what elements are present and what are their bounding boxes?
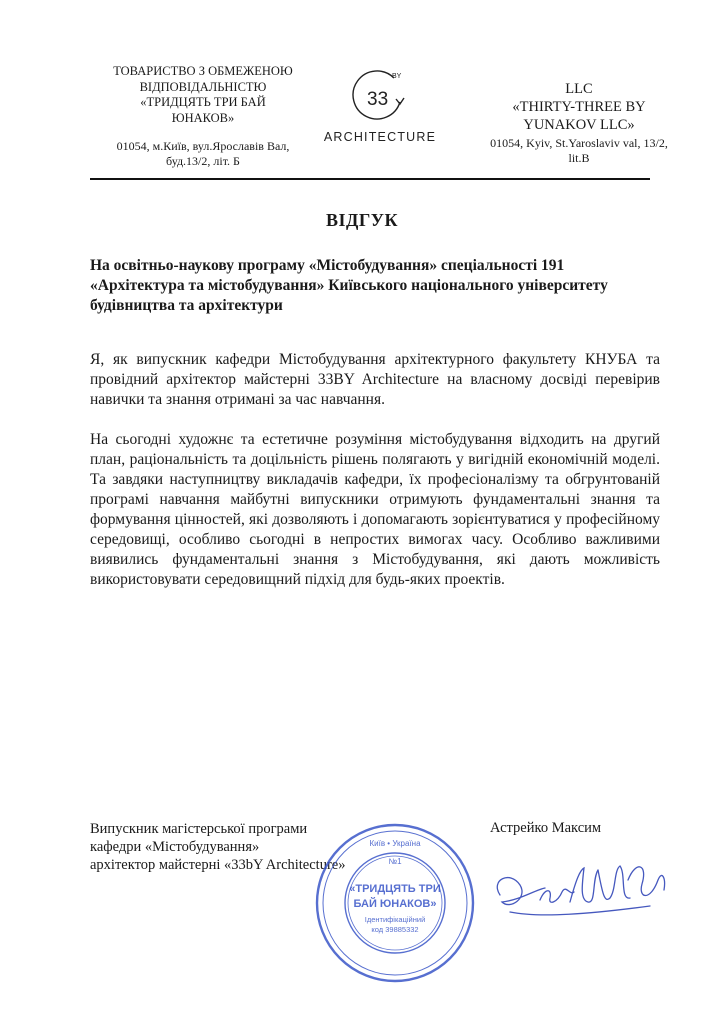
body-paragraph-2: На сьогодні художнє та естетичне розуміння містобудування відходить на другий план, раціональність та доцільність рішень полягають у вигідній економічній моделі. Та завдяки наступництву викладачів кафедри, їх професіоналізму та обгрунтованій програмі навчання майбутні випускники отримують фундаментальні знання та формування цінностей, які дозволяють і допомагають зорієнтуватися у професійному середовищі, особливо сьогодні в непростих вимогах часу. Особливо важливими виявились фундаментальні знання з Містобудування, які дають можливість використовувати середовищний підхід для будь-яких проектів. [90, 431, 660, 588]
company-name-ua [92, 64, 314, 169]
company-logo [320, 66, 440, 156]
header-divider [90, 178, 650, 180]
stamp-number: №1 [388, 857, 402, 866]
document-subject: На освітньо-наукову програму «Містобудування» спеціальності 191 «Архітектура та містобудування» Київського національного університету будівництва та архітектури [90, 257, 608, 314]
company-name-en-line3: YUNAKOV LLC» [523, 117, 635, 133]
signer-position-line3: архітектор майстерні «33bY Architecture» [90, 857, 346, 873]
company-address-ua-line2: буд.13/2, літ. Б [166, 154, 240, 168]
body-paragraph-1: Я, як випускник кафедри Містобудування архітектурного факультету КНУБА та провідний архітектор майстерні 33BY Architecture на власному досвіді перевірив навички та знання отримані за час навчання. [90, 351, 660, 408]
company-address-en-line2: lit.B [568, 151, 590, 165]
stamp-city: Київ • Україна [369, 839, 421, 848]
company-address-ua-line1: 01054, м.Київ, вул.Ярославів Вал, [116, 139, 290, 153]
company-name-ua-line3: «ТРИДЦЯТЬ ТРИ БАЙ [140, 95, 266, 109]
company-name-en-line2: «THIRTY-THREE BY [512, 99, 646, 115]
company-address-ua [92, 139, 314, 169]
document-title: ВІДГУК [325, 210, 399, 230]
signer-position-line2: кафедри «Містобудування» [90, 839, 260, 855]
logo-by: BY [392, 73, 402, 80]
company-name-en-line1: LLC [565, 81, 593, 97]
company-name-ua-line1: ТОВАРИСТВО З ОБМЕЖЕНОЮ [113, 64, 293, 78]
logo-text: ARCHITECTURE [323, 130, 437, 144]
company-address-en-line1: 01054, Kyiv, St.Yaroslaviv val, 13/2, [490, 136, 668, 150]
company-stamp [310, 818, 480, 988]
company-name-ua-line4: ЮНАКОВ» [171, 110, 235, 125]
company-name-en [468, 80, 690, 166]
stamp-code-line1: Ідентифікаційний [364, 915, 426, 924]
company-address-en [468, 136, 690, 166]
handwritten-signature [480, 840, 680, 940]
logo-33by-icon [340, 66, 420, 128]
stamp-center-line2: БАЙ ЮНАКОВ» [353, 898, 437, 910]
stamp-code-line2: код 39885332 [371, 925, 419, 934]
signer-name: Астрейко Максим [490, 820, 602, 836]
signer-position-line1: Випускник магістерської програми [90, 821, 308, 837]
stamp-center-line1: «ТРИДЦЯТЬ ТРИ [349, 883, 441, 895]
company-name-ua-line2: ВІДПОВІДАЛЬНІСТЮ [139, 79, 267, 94]
logo-number: 33 [367, 89, 389, 110]
